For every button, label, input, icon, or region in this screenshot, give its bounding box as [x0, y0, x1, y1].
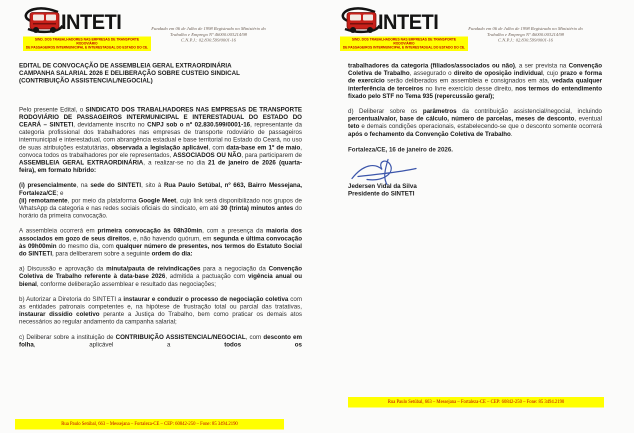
paragraph-convocation: A assembleia ocorrerá em primeira convocação às 08h30min, com a presença da maioria dos associados em gozo de seus direitos, e, não havendo quórum, em segunda e última convocação às 09h00min do mesmo dia, com qualquer número de presentes, nos termos do Estatuto Social do SINTETI, para deliberarem sobre a seguinte ordem do dia: — [19, 227, 303, 258]
signer-name: Jedersen Vidal da Silva — [348, 182, 417, 190]
founding-line: Fundado em 06 de Julho de 1998 Registrado no Ministério do — [468, 26, 583, 31]
paragraph-item-ii: (ii) remotamente, por meio da plataforma Google Meet, cujo link será disponibilizado nos grupos de WhatsApp da categoria e nas redes sociais oficiais do sindicato, em até 30 (trinta) minutos antes do horário da primeira convocação. — [19, 196, 303, 220]
founding-line: C.N.P.J.: 02.830.599/0001-16 — [181, 37, 236, 43]
founding-info — [125, 26, 292, 43]
founding-line: Fundado em 06 de Julho de 1998 Registrado no Ministério do — [151, 26, 266, 31]
footer-address-bar — [348, 397, 604, 408]
logo-strip-line: SIND. DOS TRABALHADORES NAS EMPRESAS DE TRANSPORTE RODOVIÁRIO — [34, 38, 140, 46]
bus-icon — [340, 7, 382, 38]
paragraph-item-i: (i) presencialmente, na sede do SINTETI, sito à Rua Paulo Setúbal, nº 663, Bairro Messejana, Fortaleza/CE; e — [19, 181, 303, 197]
paragraph-preamble: Pelo presente Edital, o SINDICATO DOS TRABALHADORES NAS EMPRESAS DE TRANSPORTE RODOVIÁRIO DE PASSAGEIROS INTERMUNICIPAL E INTERESTADUAL DO ESTADO DO CEARÁ – SINTETI, devidamente inscrito no CNPJ sob o nº 02.830.599/0001-16, representante da categoria profissional dos trabalhadores nas empresas de transporte rodoviário de passageiros intermunicipal e interestadual, com abrangência estadual e base territorial no Estado do Ceará, no uso de suas atribuições estatutárias, observada a legislação aplicável, com data-base em 1º de maio, convoca todos os trabalhadores por ele representados, ASSOCIADOS OU NÃO, para participarem de ASSEMBLEIA GERAL EXTRAORDINÁRIA, a realizar-se no dia 21 de janeiro de 2026 (quarta-feira), em formato híbrido: — [19, 105, 303, 174]
bus-icon — [23, 7, 65, 38]
logo-strip-line: DE PASSAGEIROS INTERMUNICIPAL E INTERESTADUAL DO ESTADO DO CE. — [25, 45, 149, 50]
page-2-body — [348, 62, 602, 197]
logo-strip-line: DE PASSAGEIROS INTERMUNICIPAL E INTERESTADUAL DO ESTADO DO CE. — [342, 45, 466, 50]
signer-role: Presidente do SINTETI — [348, 189, 415, 197]
paragraph-item-d: d) Deliberar sobre os parâmetros da contribuição assistencial/negocial, incluindo percentual/valor, base de cálculo, número de parcelas, meses de desconto, eventual teto e demais condições operacionais, estabelecendo-se que o desconto somente ocorrerá após o fechamento da Convenção Coletiva de Trabalho. — [348, 107, 602, 138]
founding-info — [442, 26, 609, 43]
footer-address-bar — [15, 419, 284, 430]
footer-address: Rua Paulo Setúbal, 663 – Messejana – Fortaleza-CE – CEP: 60842-250 – Fone: 85 3494.2190 — [387, 399, 565, 405]
paragraph-item-a: a) Discussão e aprovação da minuta/pauta de reivindicações para a negociação da Convenção Coletiva de Trabalho referente à data-base 2026, admitida a pactuação com vigência anual ou bienal, conforme deliberação assemblear e resultado das negociações; — [19, 265, 302, 288]
paragraph-item-c-continuation: trabalhadores da categoria (filiados/associados ou não), a ser prevista na Convenção Coletiva de Trabalho, assegurado o direito de oposição individual, cujo prazo e forma de exercício serão deliberados em assembleia e consignados em ata, vedada qualquer interferência de terceiros no livre exercício desse direito, nos termos do entendimento fixado pelo STF no Tema 935 (repercussão geral); — [348, 62, 602, 100]
paragraph-item-b: b) Autorizar a Diretoria do SINTETI a instaurar e conduzir o processo de negociação coletiva com as entidades patronais competentes e, na hipótese de frustração total ou parcial das tratativas, instaurar dissídio coletivo perante a Justiça do Trabalho, bem como praticar os demais atos necessários ao regular andamento da campanha salarial; — [19, 295, 303, 326]
logo-strip-line: SIND. DOS TRABALHADORES NAS EMPRESAS DE TRANSPORTE RODOVIÁRIO — [351, 38, 457, 46]
logo-acronym: INTETI — [378, 10, 439, 34]
document-title — [19, 62, 302, 85]
page-2 — [317, 0, 634, 433]
title-line: CAMPANHA SALARIAL 2026 E DELIBERAÇÃO SOBRE CUSTEIO SINDICAL — [19, 69, 240, 77]
dateline: Fortaleza/CE, 16 de janeiro de 2026. — [348, 145, 454, 153]
founding-line: C.N.P.J.: 02.830.599/0001-16 — [498, 37, 553, 43]
signature-scribble-icon — [348, 156, 602, 183]
page-1-body — [19, 62, 302, 356]
founding-line: Trabalho e Emprego Nº 46000.003214/98 — [170, 31, 247, 37]
logo-acronym: INTETI — [61, 10, 122, 34]
title-line: EDITAL DE CONVOCAÇÃO DE ASSEMBLEIA GERAL EXTRAORDINÁRIA — [19, 62, 232, 69]
title-line: (CONTRIBUIÇÃO ASSISTENCIAL/NEGOCIAL) — [19, 77, 153, 85]
footer-address: Rua Paulo Setúbal, 663 – Messejana – Fortaleza-CE – CEP: 60842-250 – Fone: 85 3494.2190 — [61, 421, 238, 427]
paragraph-item-c: c) Deliberar sobre a instituição de CONTRIBUIÇÃO ASSISTENCIAL/NEGOCIAL, com desconto em folha, aplicável a todos os — [19, 333, 302, 348]
founding-line: Trabalho e Emprego Nº 46000.003214/98 — [487, 31, 564, 37]
